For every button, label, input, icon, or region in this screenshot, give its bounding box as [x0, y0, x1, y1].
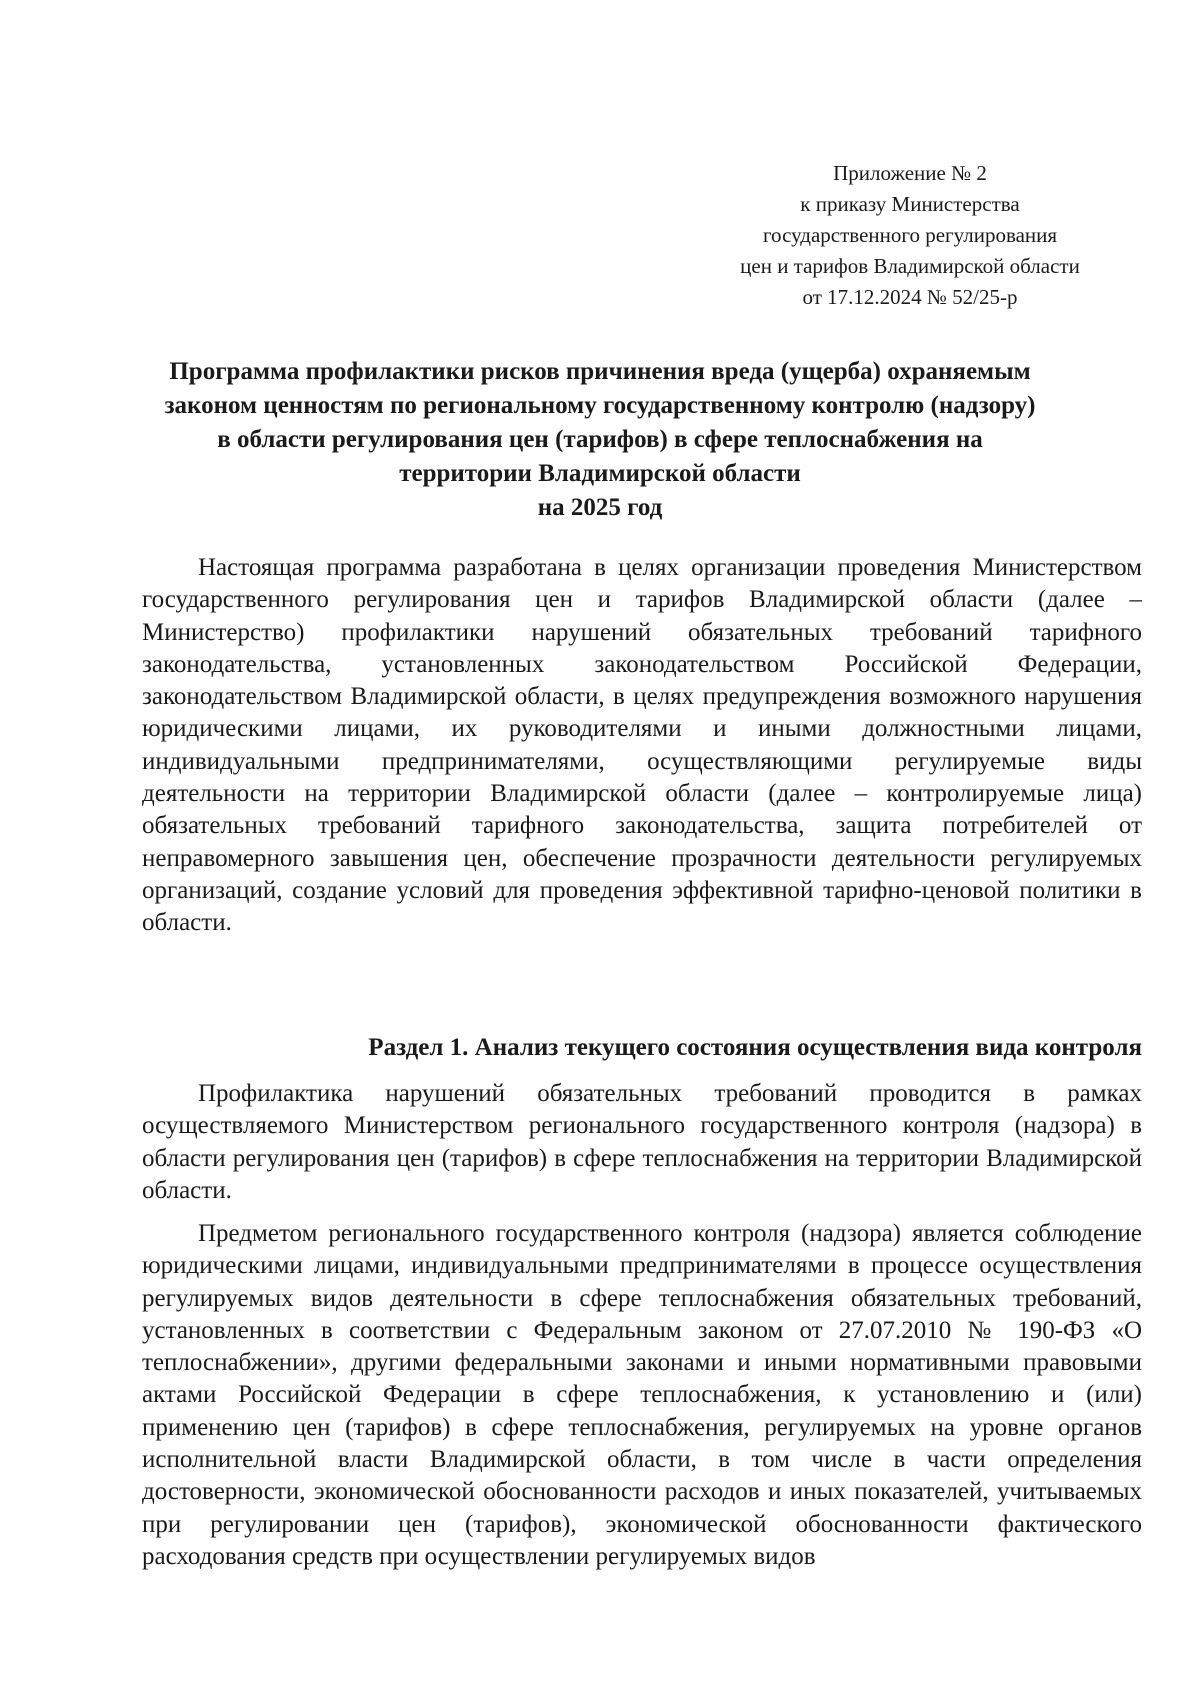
appendix-ministry-line1: государственного регулирования: [762, 223, 1058, 247]
intro-paragraph: Настоящая программа разработана в целях организации проведения Министерством государственного регулирования цен и тарифов Владимирской области (далее – Министерство) профилактики нарушений обязательных требований тарифного законодательства, установленных законодательством Российской Федерации, законодательством Владимирской области, в целях предупреждения возможного нарушения юридическими лицами, их руководителями и иными должностными лицами, индивидуальными предпринимателями, осуществляющими регулируемые виды деятельности на территории Владимирской области (далее – контролируемые лица) обязательных требований тарифного законодательства, защита потребителей от неправомерного завышения цен, обеспечение прозрачности деятельности регулируемых организаций, создание условий для проведения эффективной тарифно-ценовой политики в области.: [142, 554, 1142, 937]
section-1-paragraph-1: Профилактика нарушений обязательных требований проводится в рамках осуществляемого Министерством регионального государственного контроля (надзора) в области регулирования цен (тарифов) в сфере теплоснабжения на территории Владимирской области.: [142, 1080, 1142, 1204]
intro-section: [142, 552, 1142, 940]
appendix-ministry-line2: цен и тарифов Владимирской области: [740, 254, 1080, 278]
appendix-number: Приложение № 2: [833, 161, 987, 185]
document-title: [100, 355, 1100, 525]
appendix-order-ref: к приказу Министерства: [800, 192, 1020, 216]
title-line: на 2025 год: [537, 494, 663, 521]
title-line: в области регулирования цен (тарифов) в сфере теплоснабжения на: [217, 426, 983, 453]
section-1-paragraph-2: Предметом регионального государственного контроля (надзора) является соблюдение юридическими лицами, индивидуальными предпринимателями в процессе осуществления регулируемых видов деятельности в сфере теплоснабжения обязательных требований, установленных в соответствии с Федеральным законом от 27.07.2010 № 190-ФЗ «О теплоснабжении», другими федеральными законами и иными нормативными правовыми актами Российской Федерации в сфере теплоснабжения, к установлению и (или) применению цен (тарифов) в сфере теплоснабжения, регулируемых на уровне органов исполнительной власти Владимирской области, в том числе в части определения достоверности, экономической обоснованности расходов и иных показателей, учитываемых при регулировании цен (тарифов), экономической обоснованности фактического расходования средств при осуществлении регулируемых видов: [142, 1220, 1142, 1570]
title-line: территории Владимирской области: [399, 460, 801, 487]
section-1-body-continued: [142, 1218, 1142, 1573]
appendix-order-date: от 17.12.2024 № 52/25-р: [802, 285, 1018, 309]
title-line: законом ценностям по региональному государственному контролю (надзору): [164, 392, 1036, 419]
section-1-heading: Раздел 1. Анализ текущего состояния осуществления вида контроля: [368, 1034, 1142, 1061]
title-line: Программа профилактики рисков причинения вреда (ущерба) охраняемым: [169, 358, 1031, 385]
appendix-block: [660, 158, 1160, 313]
section-1-body: [142, 1078, 1142, 1207]
